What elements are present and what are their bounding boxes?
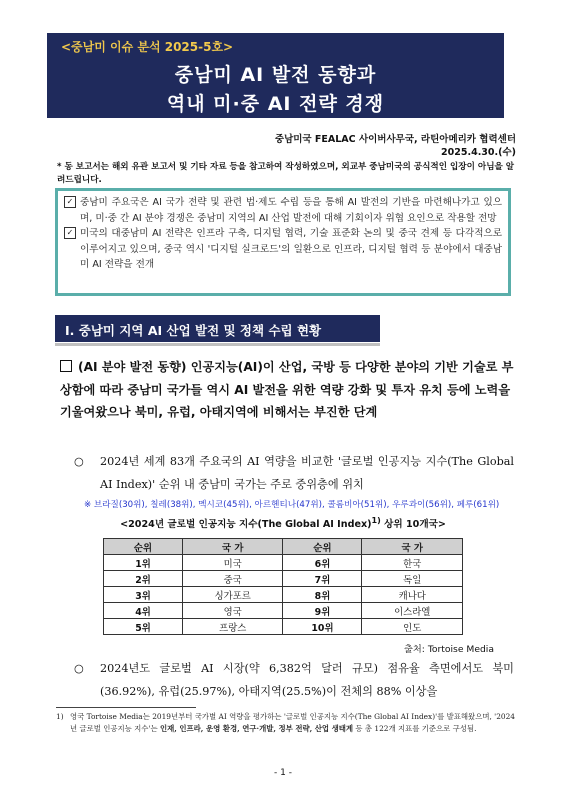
- country-cell: 싱가포르: [182, 587, 283, 603]
- rank-cell: 2위: [104, 571, 183, 587]
- rank-cell: 4위: [104, 603, 183, 619]
- rank-cell: 3위: [104, 587, 183, 603]
- table-row: [104, 587, 463, 603]
- country-cell: 한국: [362, 555, 463, 571]
- country-cell: 중국: [182, 571, 283, 587]
- page-title-line1: 중남미 AI 발전 동향과: [174, 64, 377, 86]
- country-cell: 인도: [362, 619, 463, 635]
- rank-cell: 1위: [104, 555, 183, 571]
- rank-cell: 10위: [283, 619, 362, 635]
- summary-text: 중남미 주요국은 AI 국가 전략 및 관련 법·제도 수립 등을 통해 AI 발전의 기반을 마련해나가고 있으며, 미·중 간 AI 분야 경쟁은 중남미 지역의 AI 산업 발전에 대해 기회이자 위협 요인으로 작용할 전망: [80, 197, 502, 224]
- square-bullet-icon: [60, 360, 72, 372]
- country-cell: 프랑스: [182, 619, 283, 635]
- main-paragraph-text: (AI 분야 발전 동향) 인공지능(AI)이 산업, 국방 등 다양한 분야의 기반 기술로 부상함에 따라 중남미 국가들 역시 AI 발전을 위한 역량 강화 및 투자 유치 등에 노력을 기울여왔으나 북미, 유럽, 아태지역에 비해서는 부진한 단계: [60, 360, 514, 419]
- section-header: [55, 315, 380, 342]
- bullet-text: 2024년 세계 83개 주요국의 AI 역량을 비교한 '글로벌 인공지능 지수(The Global AI Index)' 순위 내 중남미 국가는 주로 중위층에 위치: [100, 455, 514, 491]
- summary-text: 미국의 대중남미 AI 전략은 인프라 구축, 디지털 협력, 기술 표준화 논의 및 중국 견제 등 다각적으로 이루어지고 있으며, 중국 역시 '디지털 실크로드'의 일환으로 인프라, 디지털 협력 등 분야에서 대중남미 AI 전략을 전개: [80, 228, 502, 270]
- summary-box: [55, 188, 511, 296]
- footnote-number: 1): [56, 712, 64, 721]
- table-caption-tail: 상위 10개국>: [380, 519, 446, 531]
- issue-subtitle: <중남미 이슈 분석 2025-5호>: [61, 40, 234, 54]
- footnote-bold-text: 인재, 인프라, 운영 환경, 연구·개발, 정부 전략, 산업 생태계: [159, 723, 354, 733]
- circle-bullet-icon: ○: [74, 662, 84, 675]
- column-header: 순위: [283, 539, 362, 555]
- table-row: [104, 603, 463, 619]
- rank-cell: 9위: [283, 603, 362, 619]
- title-banner: [47, 33, 504, 118]
- footnote-text: 영국 Tortoise Media는 2019년부터 국가별 AI 역량을 평가하는 '글로벌 인공지능 지수(The Global AI Index)'를 발표해왔으며, '2024년 글로벌 인공지능 지수'는: [70, 712, 516, 733]
- table-row: [104, 555, 463, 571]
- column-header: 국 가: [362, 539, 463, 555]
- publisher-block: [275, 133, 516, 159]
- bullet-text: 2024년도 글로벌 AI 시장(약 6,382억 달러 규모) 점유율 측면에서도 북미(36.92%), 유럽(25.97%), 아태지역(25.5%)이 전체의 88% 이상을: [100, 662, 514, 698]
- country-cell: 독일: [362, 571, 463, 587]
- disclaimer-notice: * 동 보고서는 해외 유관 보고서 및 기타 자료 등을 참고하여 작성하였으며, 외교부 중남미국의 공식적인 입장이 아님을 알려드립니다.: [57, 162, 515, 185]
- table-caption: [0, 516, 566, 530]
- footnote: [56, 711, 516, 734]
- table-source: 출처: Tortoise Media: [404, 644, 494, 655]
- column-header: 순위: [104, 539, 183, 555]
- rank-cell: 5위: [104, 619, 183, 635]
- checkbox-icon: ✓: [64, 227, 76, 239]
- table-header-row: [104, 539, 463, 555]
- ai-index-table: [103, 538, 463, 635]
- checkbox-icon: ✓: [64, 196, 76, 208]
- column-header: 국 가: [182, 539, 283, 555]
- rank-cell: 7위: [283, 571, 362, 587]
- footnote-ref: 1): [371, 516, 381, 525]
- organization-name: 중남미국 FEALAC 사이버사무국, 라틴아메리카 협력센터: [274, 134, 516, 145]
- footnote-body: [56, 711, 516, 734]
- table-row: [104, 571, 463, 587]
- section-title: Ⅰ. 중남미 지역 AI 산업 발전 및 정책 수립 현황: [65, 323, 322, 338]
- main-paragraph: [60, 356, 520, 424]
- bullet-item: [74, 657, 514, 703]
- bullet-item: [74, 450, 514, 496]
- circle-bullet-icon: ○: [74, 455, 84, 468]
- footnote-text-tail: 등 총 122개 지표를 기준으로 구성됨.: [353, 723, 477, 733]
- country-cell: 미국: [182, 555, 283, 571]
- table-caption-text: <2024년 글로벌 인공지능 지수(The Global AI Index): [120, 519, 372, 531]
- country-cell: 캐나다: [362, 587, 463, 603]
- ranking-note: ※ 브라질(30위), 칠레(38위), 멕시코(45위), 아르헨티나(47위), 콜롬비아(51위), 우루과이(56위), 페루(61위): [84, 500, 500, 510]
- page-number: - 1 -: [274, 768, 292, 778]
- rank-cell: 6위: [283, 555, 362, 571]
- summary-item: [64, 226, 502, 273]
- table-row: [104, 619, 463, 635]
- summary-item: [64, 195, 502, 226]
- publish-date: 2025.4.30.(수): [441, 147, 516, 158]
- page-title-line2: 역내 미·중 AI 전략 경쟁: [166, 93, 385, 115]
- country-cell: 이스라엘: [362, 603, 463, 619]
- rank-cell: 8위: [283, 587, 362, 603]
- country-cell: 영국: [182, 603, 283, 619]
- footnote-divider: [56, 707, 196, 708]
